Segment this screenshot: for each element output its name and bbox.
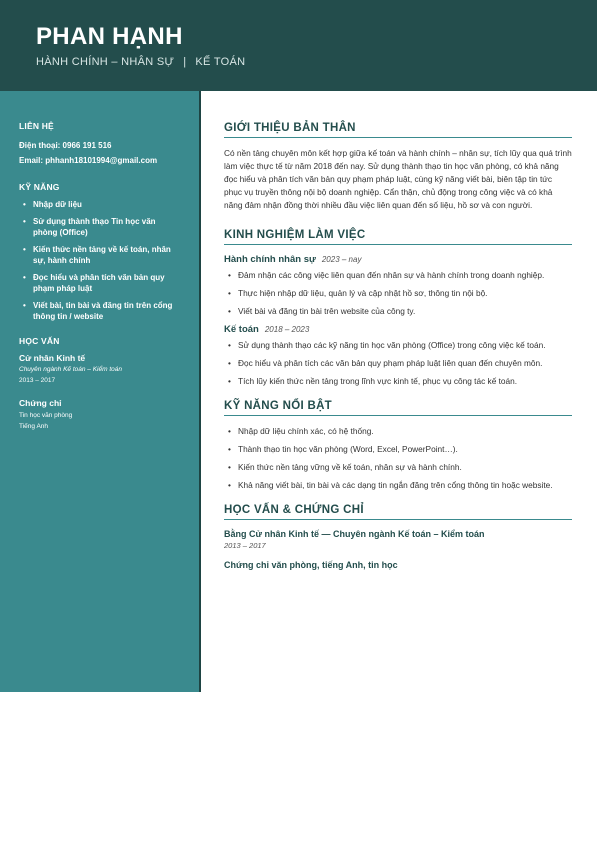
job-accounting <box>224 324 572 335</box>
job-hr-duties <box>224 269 572 318</box>
degree-title: Cử nhân Kinh tế <box>19 353 86 363</box>
education-title: HỌC VẤN <box>19 336 60 346</box>
job-accounting-duties <box>224 339 572 388</box>
contact-section <box>19 121 181 168</box>
highlight-skill-item: • Nhập dữ liệu chính xác, có hệ thống. <box>228 425 572 438</box>
skills-title: KỸ NĂNG <box>19 182 60 192</box>
skill-item: • Sử dụng thành thạo Tin học văn phòng (Office) <box>23 216 181 238</box>
role-separator: | <box>183 56 187 68</box>
certificate-entry: Chứng chỉ văn phòng, tiếng Anh, tin học <box>224 560 398 570</box>
intro-text: Có nền tảng chuyên môn kết hợp giữa kế toán và hành chính – nhân sự, tích lũy qua quá trình làm việc thực tế từ năm 2018 đến nay. Sử dụng thành thạo tin học văn phòng, có khả năng đọc hiểu và phân tích văn bản quy phạm pháp luật, cùng kỹ năng viết bài, biên tập tin tức phục vụ truyền thông nội bộ doanh nghiệp. Cẩn thận, chủ động trong công việc và có khả năng đảm nhận đồng thời nhiều đầu việc liên quan đến số liệu, hồ sơ và con người. <box>224 148 572 210</box>
degree-major: Chuyên ngành Kế toán – Kiểm toán <box>19 366 122 373</box>
duty-item: • Sử dụng thành thạo các kỹ năng tin học văn phòng (Office) trong công việc kế toán. <box>228 339 572 352</box>
duty-item: • Đọc hiểu và phân tích các văn bản quy phạm pháp luật liên quan đến chuyên môn. <box>228 357 572 370</box>
phone: Điện thoại: 0966 191 516 <box>19 141 112 150</box>
duty-item: • Đảm nhận các công việc liên quan đến nhân sự và hành chính trong doanh nghiệp. <box>228 269 572 282</box>
job-accounting-period: 2018 – 2023 <box>264 325 310 334</box>
duty-item: • Viết bài và đăng tin bài trên website của công ty. <box>228 305 572 318</box>
highlight-skill-item: • Thành thạo tin học văn phòng (Word, Excel, PowerPoint…). <box>228 443 572 456</box>
skill-item: • Kiến thức nền tảng về kế toán, nhân sự, hành chính <box>23 244 181 266</box>
role-accounting: KẾ TOÁN <box>195 56 246 68</box>
intro-title: GIỚI THIỆU BẢN THÂN <box>224 122 572 138</box>
certificate-title: Chứng chỉ <box>19 398 62 408</box>
job-titles <box>36 56 245 68</box>
email: Email: phhanh18101994@gmail.com <box>19 156 158 165</box>
degree-entry-year: 2013 – 2017 <box>224 541 266 550</box>
education-cert-title: HỌC VẤN & CHỨNG CHỈ <box>224 504 572 520</box>
highlight-skill-item: • Khả năng viết bài, tin bài và các dạng tin ngắn đăng trên cổng thông tin hoặc website. <box>228 479 572 492</box>
header <box>0 0 597 91</box>
education-degree <box>19 353 181 386</box>
skill-item: • Đọc hiểu và phân tích văn bản quy phạm pháp luật <box>23 272 181 294</box>
highlight-skills-list <box>224 425 572 492</box>
skills-list <box>19 199 181 322</box>
education-section <box>19 336 181 432</box>
sidebar <box>0 91 201 692</box>
degree-year: 2013 – 2017 <box>19 377 56 384</box>
duty-item: • Thực hiện nhập dữ liệu, quản lý và cập nhật hồ sơ, thông tin nội bộ. <box>228 287 572 300</box>
job-hr-title: Hành chính nhân sự <box>224 254 316 265</box>
experience-title: KINH NGHIỆM LÀM VIỆC <box>224 229 572 245</box>
job-hr-period: 2023 – nay <box>321 255 362 264</box>
certificate-english: Tiếng Anh <box>19 423 49 430</box>
contact-title: LIÊN HỆ <box>19 121 54 131</box>
skill-item: • Viết bài, tin bài và đăng tin trên cổng thông tin / website <box>23 300 181 322</box>
job-hr <box>224 254 572 265</box>
degree-entry: Bằng Cử nhân Kinh tế — Chuyên ngành Kế toán – Kiểm toán <box>224 529 485 539</box>
highlight-skill-item: • Kiến thức nền tảng vững về kế toán, nhân sự và hành chính. <box>228 461 572 474</box>
main-content <box>224 122 572 572</box>
role-hr: HÀNH CHÍNH – NHÂN SỰ <box>36 56 175 68</box>
skills-section <box>19 182 181 322</box>
education-certificates <box>19 398 181 432</box>
candidate-name: PHAN HẠNH <box>36 23 183 50</box>
certificate-office: Tin học văn phòng <box>19 412 73 419</box>
skill-item: • Nhập dữ liệu <box>23 199 181 210</box>
job-accounting-title: Kế toán <box>224 324 259 335</box>
duty-item: • Tích lũy kiến thức nền tảng trong lĩnh vực kinh tế, phục vụ công tác kế toán. <box>228 375 572 388</box>
highlight-skills-title: KỸ NĂNG NỔI BẬT <box>224 400 572 416</box>
